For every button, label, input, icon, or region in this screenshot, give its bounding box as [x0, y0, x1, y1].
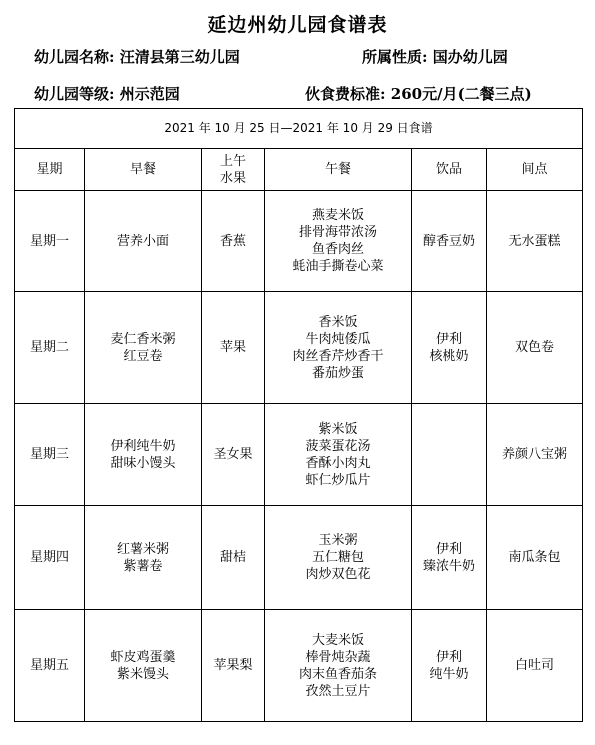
kindergarten-name	[34, 46, 240, 67]
cell-breakfast-line: 营养小面	[116, 233, 169, 249]
menu-table	[14, 108, 583, 722]
header-fruit	[202, 149, 265, 191]
cell-day: 星期一	[15, 191, 85, 292]
kindergarten-nature-label: 所属性质:	[362, 48, 428, 66]
cell-breakfast	[85, 292, 202, 404]
cell-drink-line: 纯牛奶	[429, 666, 469, 682]
cell-breakfast-line: 麦仁香米粥	[110, 331, 176, 347]
cell-breakfast-line: 紫米馒头	[116, 666, 169, 682]
cell-lunch-line: 肉炒双色花	[305, 567, 371, 582]
cell-breakfast-line: 红豆卷	[123, 348, 163, 364]
cell-drink-line: 伊利	[435, 541, 462, 557]
cell-lunch-line: 香酥小肉丸	[305, 455, 371, 471]
cell-lunch	[265, 506, 412, 610]
header-fruit-line2: 水果	[219, 170, 246, 186]
table-row	[15, 610, 583, 722]
cell-lunch-line: 肉丝香芹炒香干	[292, 348, 384, 364]
cell-fruit: 甜桔	[202, 506, 265, 610]
cell-drink-line: 伊利	[435, 331, 462, 347]
cell-lunch-line: 香米饭	[318, 314, 358, 330]
table-row	[15, 191, 583, 292]
header-snack: 间点	[487, 149, 583, 191]
cell-breakfast	[85, 191, 202, 292]
cell-lunch-line: 燕麦米饭	[311, 208, 364, 223]
cell-day: 星期三	[15, 404, 85, 506]
cell-lunch-line: 大麦米饭	[311, 632, 364, 648]
cell-lunch-line: 孜然土豆片	[305, 683, 371, 699]
cell-lunch-line: 排骨海带浓汤	[298, 225, 377, 240]
cell-day: 星期二	[15, 292, 85, 404]
cell-drink-line: 伊利	[435, 649, 462, 665]
cell-drink	[412, 506, 487, 610]
cell-day: 星期五	[15, 610, 85, 722]
cell-breakfast-line: 甜味小馒头	[110, 455, 176, 471]
meal-fee-value: 260元/月(二餐三点)	[390, 85, 532, 103]
cell-snack: 养颜八宝粥	[487, 404, 583, 506]
cell-snack: 南瓜条包	[487, 506, 583, 610]
cell-drink	[412, 610, 487, 722]
cell-lunch-line: 棒骨炖杂蔬	[305, 649, 371, 665]
page-title: 延边州幼儿园食谱表	[207, 14, 388, 36]
cell-drink	[412, 292, 487, 404]
cell-drink-line: 臻浓牛奶	[422, 558, 475, 574]
table-row	[15, 292, 583, 404]
cell-lunch-line: 鱼香肉丝	[311, 242, 364, 257]
header-drink: 饮品	[412, 149, 487, 191]
meal-fee-label: 伙食费标准:	[305, 85, 386, 103]
cell-breakfast-line: 虾皮鸡蛋羹	[110, 649, 176, 665]
cell-fruit: 圣女果	[202, 404, 265, 506]
cell-lunch-line: 肉末鱼香茄条	[298, 666, 377, 682]
header-breakfast: 早餐	[85, 149, 202, 191]
cell-breakfast	[85, 404, 202, 506]
kindergarten-name-label: 幼儿园名称:	[34, 48, 115, 66]
cell-lunch-line: 玉米粥	[318, 533, 358, 548]
cell-lunch-line: 蚝油手撕卷心菜	[292, 259, 384, 274]
cell-lunch	[265, 292, 412, 404]
cell-lunch	[265, 191, 412, 292]
cell-drink-line: 醇香豆奶	[422, 233, 475, 249]
meal-fee	[305, 83, 532, 104]
kindergarten-grade	[34, 83, 180, 104]
cell-drink	[412, 404, 487, 506]
kindergarten-name-value: 汪清县第三幼儿园	[119, 48, 240, 66]
cell-breakfast	[85, 610, 202, 722]
cell-lunch-line: 牛肉炖倭瓜	[305, 331, 371, 347]
kindergarten-nature	[362, 46, 508, 67]
cell-lunch	[265, 404, 412, 506]
cell-lunch-line: 番茄炒蛋	[311, 365, 364, 381]
cell-fruit: 苹果	[202, 292, 265, 404]
header-row	[15, 149, 583, 191]
kindergarten-nature-value: 国办幼儿园	[432, 48, 508, 66]
cell-breakfast-line: 伊利纯牛奶	[110, 438, 176, 454]
cell-snack: 双色卷	[487, 292, 583, 404]
cell-lunch-line: 菠菜蛋花汤	[305, 438, 371, 454]
cell-fruit: 香蕉	[202, 191, 265, 292]
cell-lunch-line: 紫米饭	[318, 421, 358, 437]
kindergarten-grade-label: 幼儿园等级:	[34, 85, 115, 103]
cell-drink	[412, 191, 487, 292]
kindergarten-grade-value: 州示范园	[119, 85, 180, 103]
table-row	[15, 506, 583, 610]
cell-lunch-line: 虾仁炒瓜片	[305, 472, 371, 488]
cell-breakfast-line: 红薯米粥	[116, 541, 169, 557]
cell-breakfast-line: 紫薯卷	[123, 558, 163, 574]
cell-snack: 白吐司	[487, 610, 583, 722]
cell-lunch	[265, 610, 412, 722]
header-lunch: 午餐	[265, 149, 412, 191]
cell-lunch-line: 五仁糖包	[311, 550, 364, 565]
cell-day: 星期四	[15, 506, 85, 610]
cell-drink-line: 核桃奶	[429, 348, 469, 364]
header-day: 星期	[15, 149, 85, 191]
week-range-row	[15, 109, 583, 149]
week-range: 2021 年 10 月 25 日—2021 年 10 月 29 日食谱	[15, 109, 583, 149]
cell-snack: 无水蛋糕	[487, 191, 583, 292]
header-fruit-line1: 上午	[219, 153, 246, 169]
cell-fruit: 苹果梨	[202, 610, 265, 722]
cell-breakfast	[85, 506, 202, 610]
table-row	[15, 404, 583, 506]
